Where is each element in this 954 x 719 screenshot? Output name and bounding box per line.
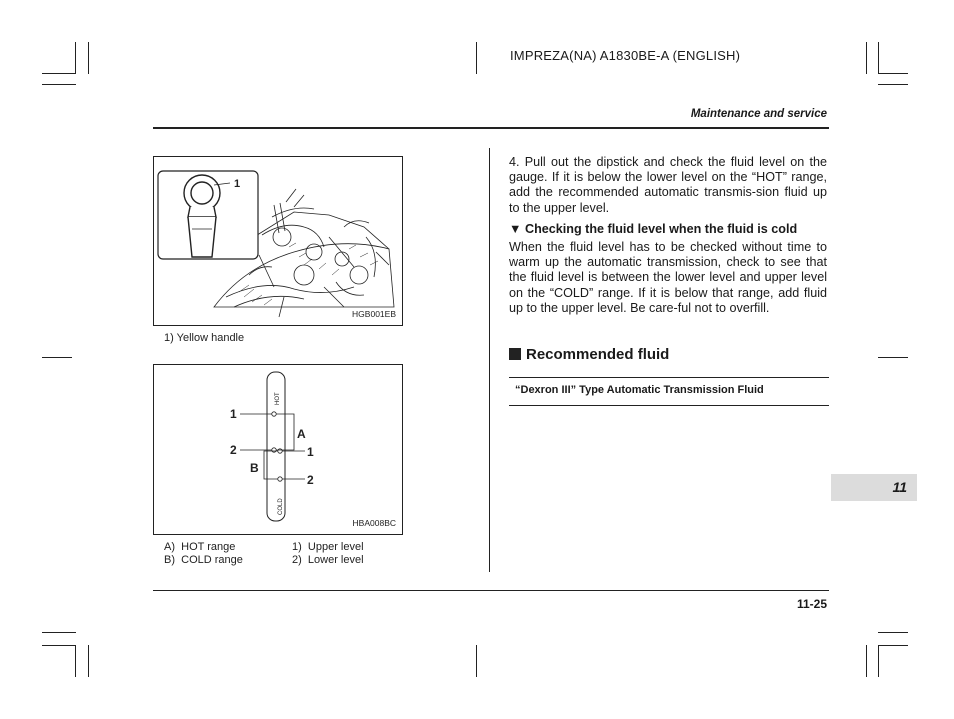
engine-bay-illustration [154,157,402,325]
square-bullet-icon [509,348,521,360]
label-upper-left: 1 [230,407,237,421]
label-upper-right: 1 [307,445,314,459]
column-divider [489,148,490,572]
legend-item: A) HOT range [164,541,236,553]
dipstick-level-diagram [154,365,402,534]
legend-item: B) COLD range [164,554,243,566]
figure1-caption: 1) Yellow handle [164,332,245,344]
legend-item: 1) Upper level [292,541,364,553]
dipstick-level-figure [153,364,403,535]
triangle-marker-icon: ▼ [509,222,522,236]
subheading-text: Checking the fluid level when the fluid is cold [524,222,798,236]
label-hot-range: A [297,427,306,441]
page-number: 11-25 [796,597,827,611]
heading-text: Recommended fluid [526,346,670,363]
engine-figure [153,156,403,326]
spec-table-bottom-rule [509,405,829,406]
step-4-paragraph: 4. Pull out the dipstick and check the fluid level on the gauge. If it is below the lower level on the “HOT” range, add the recommended automatic transmis-sion fluid up to the upper level. [509,155,827,215]
figure1-callout: 1 [234,178,241,190]
chapter-number: 11 [892,479,907,495]
label-lower-left: 2 [230,443,237,457]
header-rule [153,127,829,129]
footer-rule [153,590,829,591]
figure2-legend [164,541,404,571]
label-lower-right: 2 [307,473,314,487]
recommended-fluid-spec: “Dexron III” Type Automatic Transmission Fluid [515,384,764,396]
spec-table-top-rule [509,377,829,378]
label-cold-range: B [250,461,259,475]
figure2-code: HBA008BC [352,518,396,528]
document-id: IMPREZA(NA) A1830BE-A (ENGLISH) [510,48,741,63]
legend-item: 2) Lower level [292,554,364,566]
figure1-code: HGB001EB [352,309,396,319]
cold-marking: COLD [278,498,284,515]
section-header: Maintenance and service [690,108,827,120]
cold-check-subheading [509,222,829,237]
cold-check-paragraph: When the fluid level has to be checked without time to warm up the automatic transmission, check to see that the fluid level is between the lower level and upper level on the “COLD” range. If it is below that range, add fluid up to the upper level. Be care-ful not to overfill. [509,240,827,315]
hot-marking: HOT [275,392,281,405]
recommended-fluid-heading [509,346,669,363]
chapter-tab [831,474,917,501]
